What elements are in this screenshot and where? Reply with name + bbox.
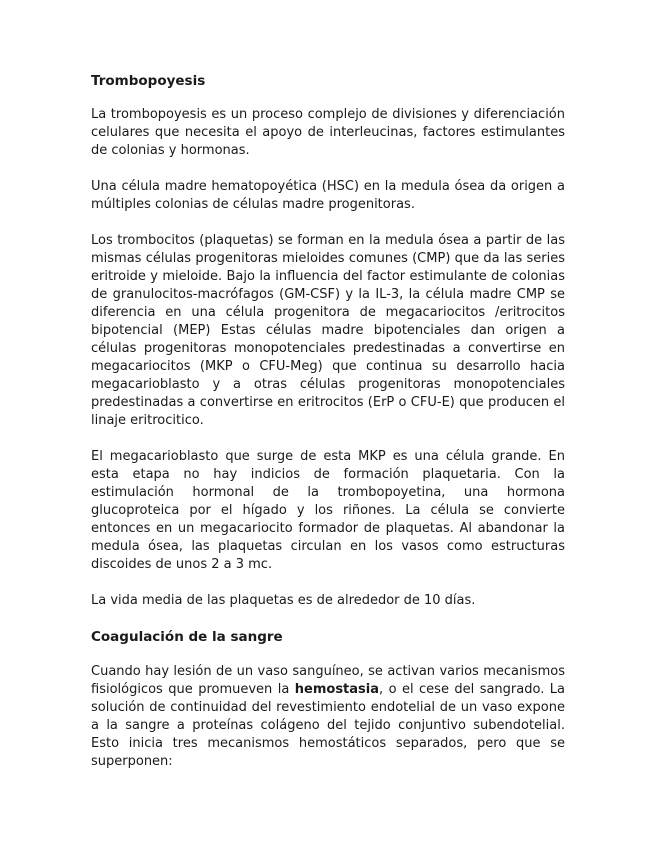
paragraph-coagulacion [91,663,565,771]
paragraph-megacarioblasto: El megacarioblasto que surge de esta MKP es una célula grande. En esta etapa no hay indicios de formación plaquetaria. Con la estimulación hormonal de la trombopoyetina, una hormona glucoproteica por el hígado y los riñones. La célula se convierte entonces en un megacariocito formador de plaquetas. Al abandonar la medula ósea, las plaquetas circulan en los vasos como estructuras discoides de unos 2 a 3 mc. [91,449,565,572]
paragraph-coagulacion-text-2: , o el cese del sangrado. La solución de continuidad del revestimiento endotelial de un vaso expone a la sangre a proteínas colágeno del tejido conjuntivo subendotelial. Esto inicia tres mecanismos hemostáticos separados, pero que se superponen: [91,682,565,769]
paragraph-trombocitos: Los trombocitos (plaquetas) se forman en la medula ósea a partir de las mismas células progenitoras mieloides comunes (CMP) que da las series eritroide y mieloide. Bajo la influencia del factor estimulante de colonias de granulocitos-macrófagos (GM-CSF) y la IL-3, la célula madre CMP se diferencia en una célula progenitora de megacariocitos /eritrocitos bipotencial (MEP) Estas células madre bipotenciales dan origen a células progenitoras monopotenciales predestinadas a convertirse en megacariocitos (MKP o CFU-Meg) que continua su desarrollo hacia megacarioblasto y a otras células progenitoras monopotenciales predestinadas a convertirse en eritrocitos (ErP o CFU-E) que producen el linaje eritrocitico. [91,233,565,428]
section-heading-trombopoyesis: Trombopoyesis [91,73,206,89]
paragraph-trombopoyesis-intro: La trombopoyesis es un proceso complejo de divisiones y diferenciación celulares que necesita el apoyo de interleucinas, factores estimulantes de colonias y hormonas. [91,107,565,158]
section-heading-coagulacion: Coagulación de la sangre [91,629,283,645]
paragraph-hsc: Una célula madre hematopoyética (HSC) en la medula ósea da origen a múltiples colonias de células madre progenitoras. [91,179,565,212]
document-page [91,72,565,771]
term-hemostasia: hemostasia [294,682,380,697]
paragraph-coagulacion-text-1: Cuando hay lesión de un vaso sanguíneo, se activan varios mecanismos fisiológicos que promueven la [91,664,565,697]
paragraph-vida-media: La vida media de las plaquetas es de alrededor de 10 días. [91,593,476,608]
